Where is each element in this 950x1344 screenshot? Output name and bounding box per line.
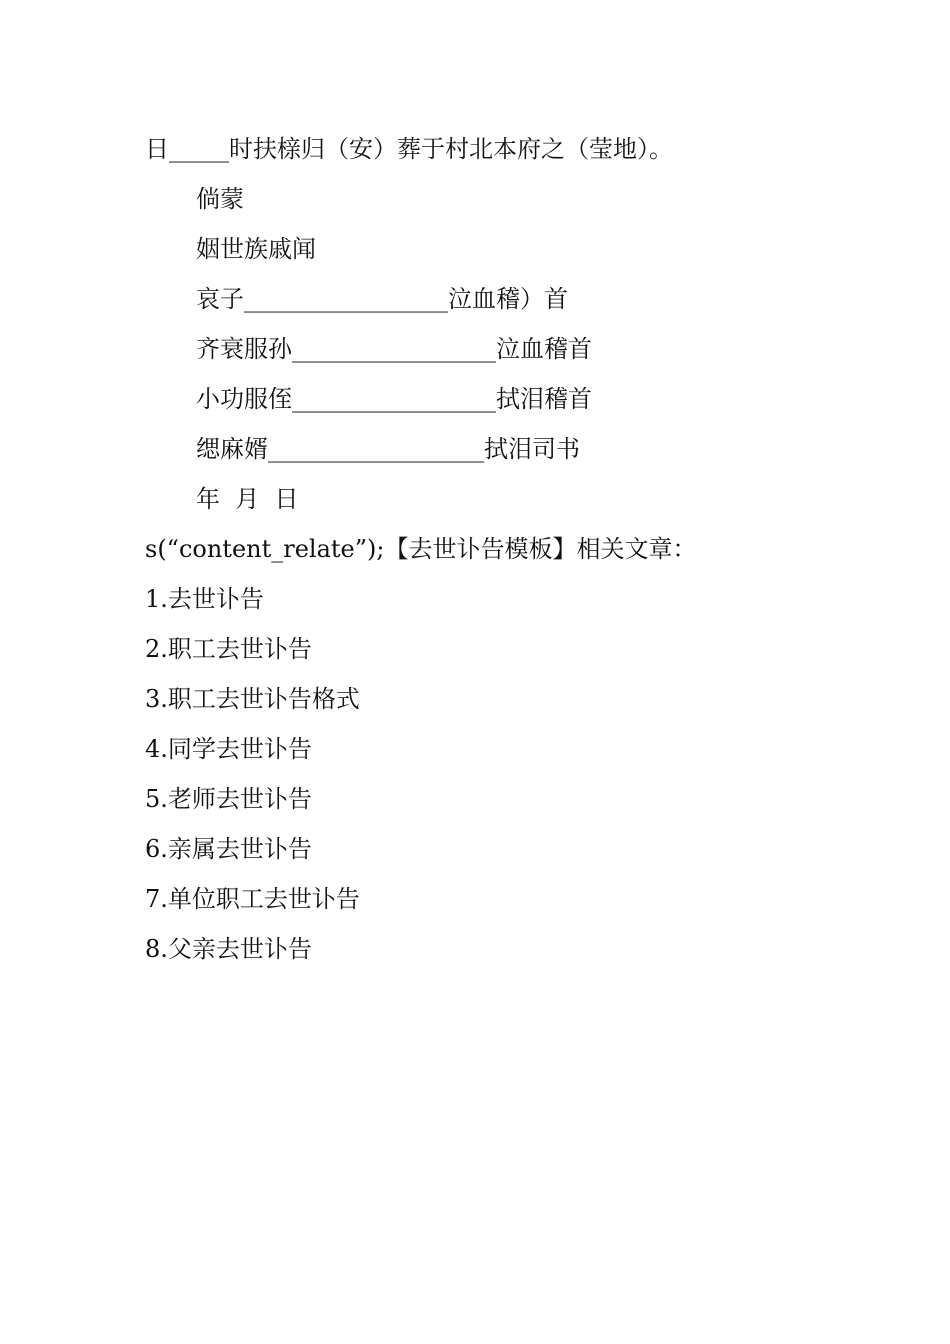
related-header: s(“content_relate”);【去世讣告模板】相关文章： — [145, 535, 697, 563]
mourning-line: 齐衰服孙_________________泣血稽首 — [196, 335, 592, 363]
related-article-link[interactable]: 1.去世讣告 — [145, 585, 264, 613]
related-article-link[interactable]: 2.职工去世讣告 — [145, 635, 312, 663]
related-article-link[interactable]: 7.单位职工去世讣告 — [145, 885, 360, 913]
related-article-link[interactable]: 4.同学去世讣告 — [145, 735, 312, 763]
related-article-link[interactable]: 5.老师去世讣告 — [145, 785, 312, 813]
related-article-link[interactable]: 8.父亲去世讣告 — [145, 935, 312, 963]
date-line: 年 月 日 — [196, 485, 299, 513]
mourning-line: 姻世族戚闻 — [196, 235, 316, 263]
mourning-line: 哀子_________________泣血稽）首 — [196, 285, 568, 313]
mourning-line: 缌麻婿__________________拭泪司书 — [196, 435, 580, 463]
opening-line: 日_____时扶榇归（安）葬于村北本府之（莹地）。 — [145, 135, 673, 163]
mourning-line: 倘蒙 — [196, 185, 244, 213]
related-article-link[interactable]: 6.亲属去世讣告 — [145, 835, 312, 863]
mourning-line: 小功服侄_________________拭泪稽首 — [196, 385, 592, 413]
related-article-link[interactable]: 3.职工去世讣告格式 — [145, 685, 360, 713]
